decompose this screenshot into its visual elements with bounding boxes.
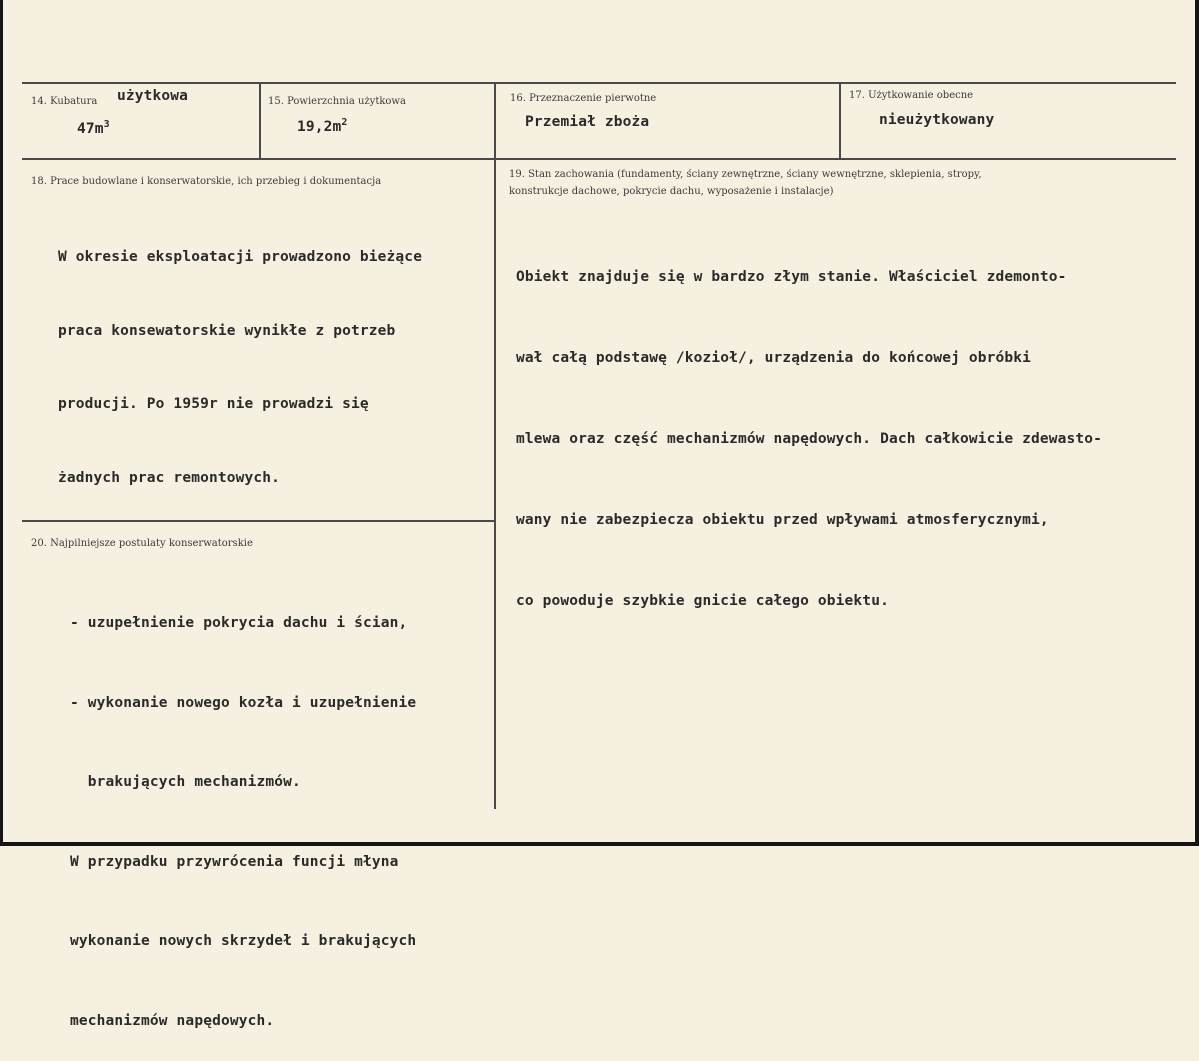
field-19-line: wał całą podstawę /kozioł/, urządzenia do końcowej obróbki — [516, 350, 1032, 366]
field-18-label: 18. Prace budowlane i konserwatorskie, ich przebieg i dokumentacja — [31, 176, 382, 187]
field-18-line: praca konsewatorskie wynikłe z potrzeb — [58, 322, 396, 339]
field-15-label: 15. Powierzchnia użytkowa — [268, 96, 406, 107]
field-15-superscript: 2 — [341, 117, 348, 128]
section-18-20-divider — [22, 520, 495, 522]
scan-edge-right — [1195, 0, 1199, 846]
field-20-line: W przypadku przywrócenia funcji młyna — [70, 853, 399, 870]
field-14-number: 47m — [77, 121, 104, 137]
field-17-value: nieużytkowany — [879, 112, 995, 128]
field-14-typed-note: użytkowa — [117, 88, 189, 104]
field-18-line: żadnych prac remontowych. — [58, 469, 280, 486]
divider-16-17 — [839, 83, 841, 159]
main-column-divider — [494, 83, 496, 809]
field-19-line: Obiekt znajduje się w bardzo złym stanie. Właściciel zdemonto- — [516, 269, 1067, 285]
field-19-text — [516, 210, 1102, 642]
field-19-line: co powoduje szybkie gnicie całego obiektu. — [516, 593, 889, 609]
field-15-number: 19,2m — [297, 119, 342, 135]
field-20-line: wykonanie nowych skrzydeł i brakujących — [70, 933, 417, 949]
field-14-superscript: 3 — [103, 119, 110, 130]
header-row-bottom-border — [22, 158, 1176, 160]
field-14-label: 14. Kubatura — [31, 96, 98, 107]
field-19-line: wany nie zabezpiecza obiektu przed wpływami atmosferycznymi, — [516, 512, 1049, 528]
field-20-line: brakujących mechanizmów. — [70, 774, 301, 790]
field-20-line: mechanizmów napędowych. — [70, 1012, 275, 1029]
field-20-line: - wykonanie nowego kozła i uzupełnienie — [70, 694, 417, 711]
field-18-line: W okresie eksploatacji prowadzono bieżące — [58, 249, 423, 265]
field-19-label-line1: 19. Stan zachowania (fundamenty, ściany zewnętrzne, ściany wewnętrzne, sklepienia, stropy, — [509, 169, 982, 180]
field-17-label: 17. Użytkowanie obecne — [849, 90, 974, 101]
field-20-label: 20. Najpilniejsze postulaty konserwatorskie — [31, 538, 253, 549]
field-20-text — [70, 557, 416, 1061]
field-16-label: 16. Przeznaczenie pierwotne — [510, 93, 657, 104]
field-16-value: Przemiał zboża — [525, 114, 650, 130]
field-20-line: - uzupełnienie pokrycia dachu i ścian, — [70, 615, 408, 631]
scan-edge-left — [0, 0, 3, 846]
field-18-text — [58, 196, 422, 515]
field-15-value — [297, 111, 348, 139]
field-14-value — [77, 113, 110, 141]
field-18-line: producji. Po 1959r nie prowadzi się — [58, 396, 369, 412]
divider-14-15 — [259, 83, 261, 159]
top-row-border — [22, 82, 1176, 84]
field-19-line: mlewa oraz część mechanizmów napędowych. Dach całkowicie zdewasto- — [516, 431, 1103, 447]
field-19-label-line2: konstrukcje dachowe, pokrycie dachu, wyposażenie i instalacje) — [509, 186, 834, 197]
